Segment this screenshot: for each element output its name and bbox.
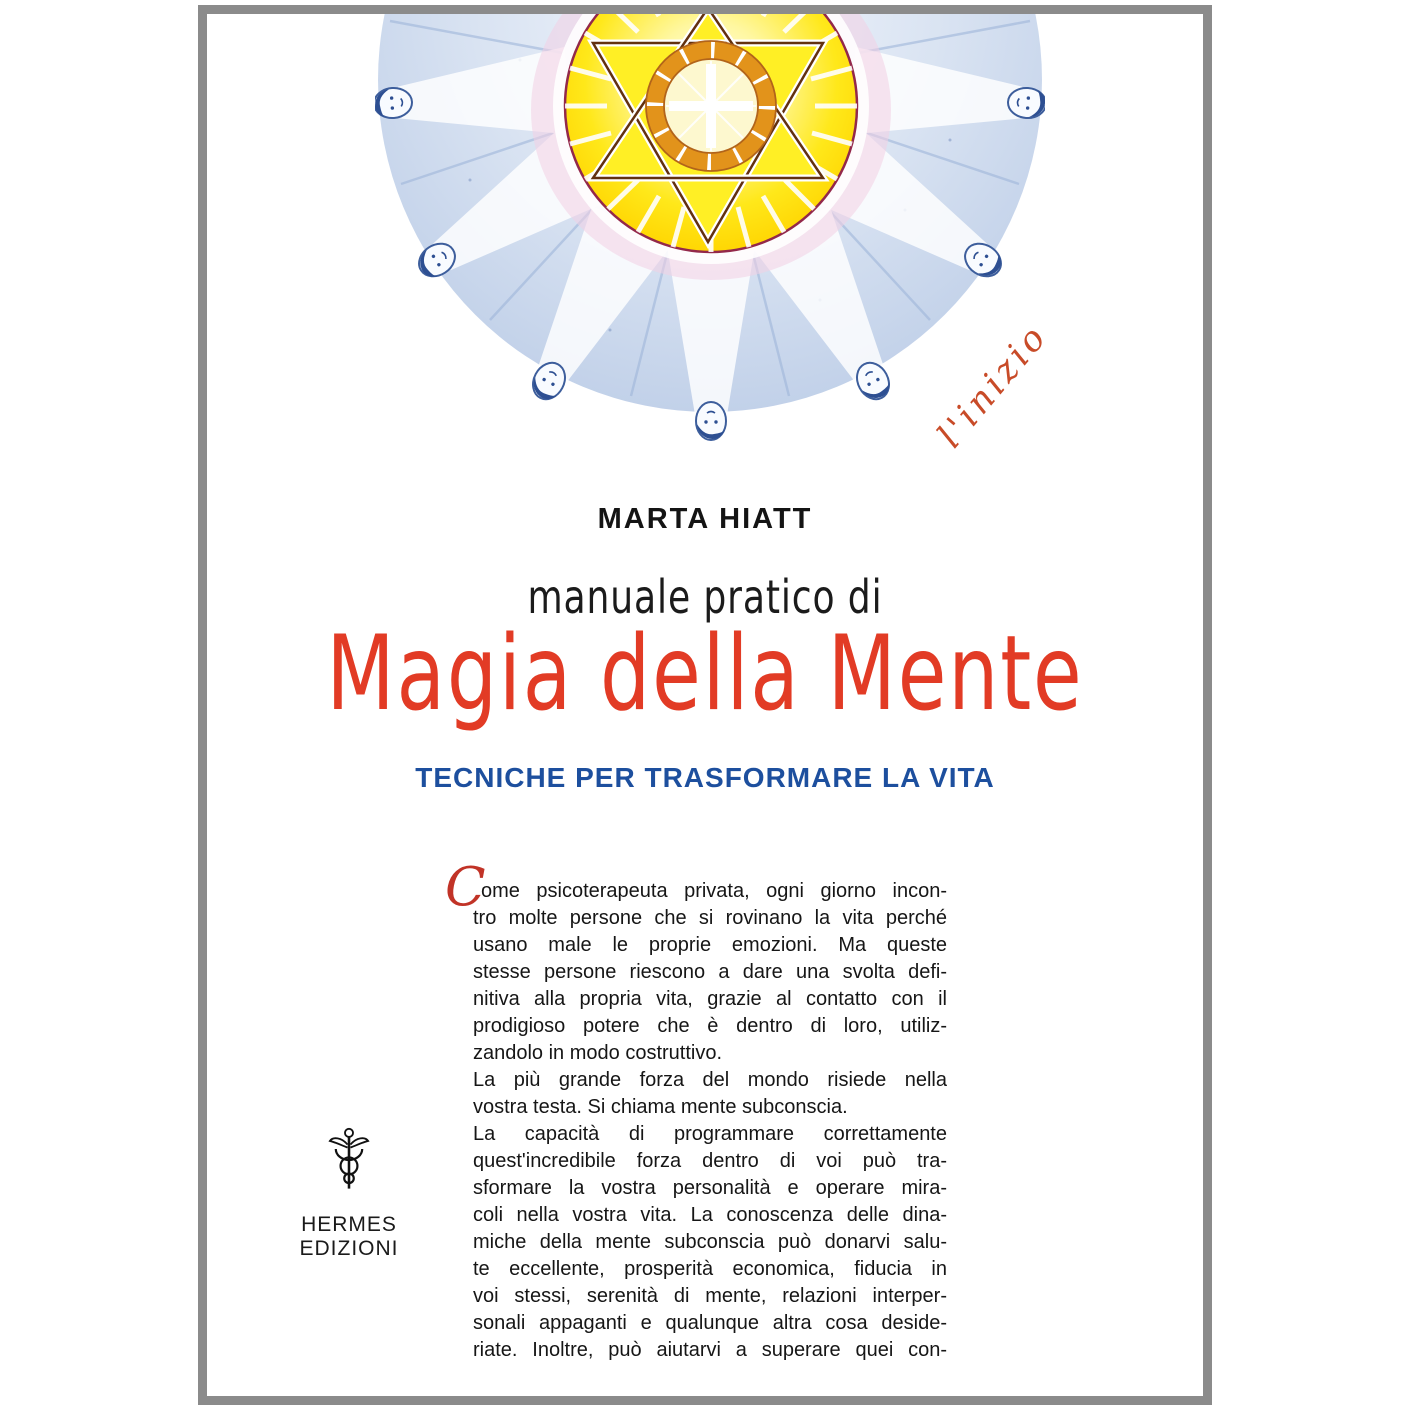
body-text-line: tro molte persone che si rovinano la vita perché: [473, 907, 947, 929]
body-text-line: La più grande forza del mondo risiede nella: [473, 1069, 947, 1091]
body-text-line: sformare la vostra personalità e operare mira-: [473, 1177, 947, 1199]
body-text-line: La capacità di programmare correttamente: [473, 1123, 947, 1145]
cover-page: [198, 5, 1212, 1405]
publisher-block: [269, 1116, 429, 1261]
body-text-line: riate. Inoltre, può aiutarvi a superare quei con-: [473, 1339, 947, 1361]
body-text-line: voi stessi, serenità di mente, relazioni interper-: [473, 1285, 947, 1307]
dropcap-letter: C: [445, 857, 486, 918]
mandala-illustration: [375, 14, 1045, 460]
body-text-line: sonali appaganti e qualunque altra cosa deside-: [473, 1312, 947, 1334]
publisher-name: [269, 1213, 429, 1261]
body-text-line: coli nella vostra vita. La conoscenza delle dina-: [473, 1204, 947, 1226]
body-text-line: miche della mente subconscia può donarvi salu-: [473, 1231, 947, 1253]
body-text-line: stesse persone riescono a dare una svolta defi-: [473, 961, 947, 983]
center-ring-icon: [646, 41, 776, 171]
author-name: MARTA HIATT: [597, 503, 813, 535]
body-line-text: ome psicoterapeuta privata, ogni giorno incon-: [481, 880, 947, 902]
back-cover-text: [445, 857, 947, 1364]
book-title: Magia della Mente: [326, 614, 1084, 734]
body-text-line: zandolo in modo costruttivo.: [473, 1042, 723, 1064]
body-text-line: te eccellente, prosperità economica, fiducia in: [473, 1258, 947, 1280]
body-text-line: quest'incredibile forza dentro di voi può tra-: [473, 1150, 947, 1172]
handwritten-note: l'inizio: [930, 316, 1057, 456]
book-subtitle: TECNICHE PER TRASFORMARE LA VITA: [415, 762, 995, 793]
publisher-line2: EDIZIONI: [299, 1237, 399, 1260]
body-text-line: usano male le proprie emozioni. Ma queste: [473, 934, 947, 956]
publisher-line1: HERMES: [301, 1213, 397, 1236]
body-text-line: vostra testa. Si chiama mente subconscia.: [473, 1096, 848, 1118]
body-text-line: nitiva alla propria vita, grazie al contatto con il: [473, 988, 947, 1010]
caduceus-icon: [327, 1116, 371, 1204]
body-text-line: prodigioso potere che è dentro di loro, utiliz-: [473, 1015, 947, 1037]
series-title: manuale pratico di: [527, 570, 883, 624]
